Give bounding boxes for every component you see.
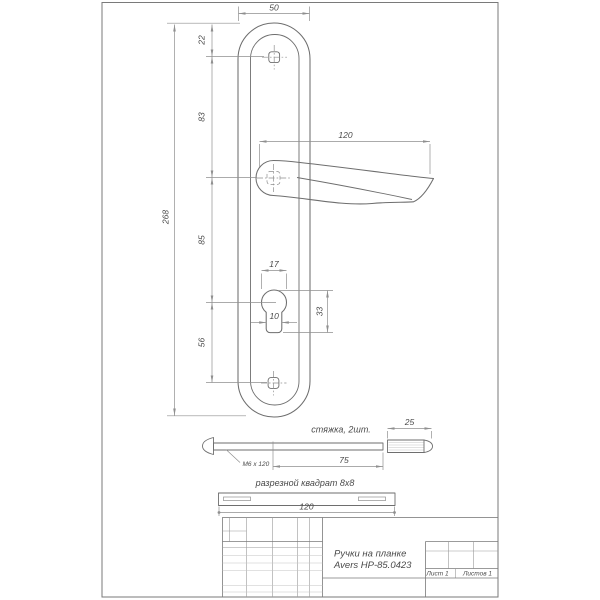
dim-cylinder-width-value: 17 xyxy=(269,259,279,269)
dim-plate-height-value: 268 xyxy=(160,209,171,225)
dim-sleeve-length-value: 25 xyxy=(404,417,415,427)
handle-blade-line xyxy=(297,178,412,200)
handle-spindle-hole-hidden xyxy=(257,164,290,192)
handle-silhouette xyxy=(256,161,434,204)
dim-plate-height xyxy=(161,25,175,416)
title-block xyxy=(223,518,499,598)
square-bar-slot-right xyxy=(359,497,386,501)
title-product-name: Ручки на планке xyxy=(334,548,407,560)
dim-top-offset-value: 22 xyxy=(196,35,207,45)
sleeve-body xyxy=(388,440,425,453)
top-square-hole xyxy=(262,45,287,70)
dim-plate-width-value: 50 xyxy=(269,2,279,13)
dim-cylinder-height-value: 33 xyxy=(314,306,325,317)
title-product-code: Avers HP-85.0423 xyxy=(334,560,412,571)
bottom-square-hole xyxy=(261,371,287,396)
plate-view xyxy=(238,23,310,417)
dim-cylinder-stem-width-value: 10 xyxy=(269,311,279,321)
tie-rod-thread-label: M6 x 120 xyxy=(242,460,270,468)
dim-hole-to-handle-value: 83 xyxy=(196,112,207,122)
tie-rod-shaft xyxy=(214,443,384,450)
title-sheets-cell: Листов 1 xyxy=(462,570,493,578)
plate-inner-outline xyxy=(251,35,300,406)
tie-rod-label: стяжка, 2шт. xyxy=(311,424,371,435)
tie-rod-head xyxy=(203,438,214,455)
dim-left-chain xyxy=(167,23,276,416)
sleeve-dome-head xyxy=(424,440,433,453)
title-sheet-cell: Лист 1 xyxy=(426,570,449,578)
sleeve-nut-view xyxy=(388,417,433,453)
split-square-view xyxy=(218,478,396,516)
dim-cylinder-to-bottom-value: 56 xyxy=(196,337,207,348)
dim-square-bar-length-value: 120 xyxy=(299,501,314,512)
square-bar-slot-left xyxy=(224,497,251,501)
dim-tie-rod-length-value: 75 xyxy=(339,455,349,465)
split-square-label: разрезной квадрат 8x8 xyxy=(255,477,355,488)
dim-handle-length-value: 120 xyxy=(338,130,353,140)
tie-rod-view xyxy=(203,425,384,471)
dim-plate-width xyxy=(239,3,310,22)
dim-handle-to-cylinder-value: 85 xyxy=(196,235,207,245)
handle-lever xyxy=(256,161,434,204)
